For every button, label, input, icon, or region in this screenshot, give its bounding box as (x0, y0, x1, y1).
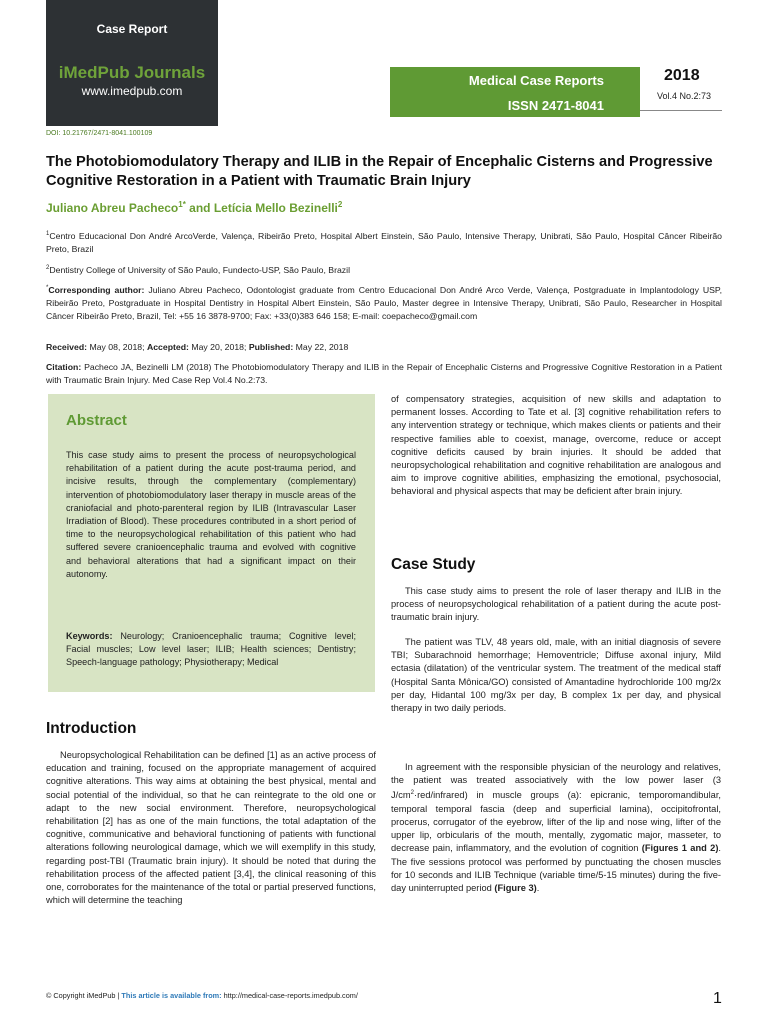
affiliation-text: Dentistry College of University of São Paulo, Fundecto-USP, São Paulo, Brazil (49, 264, 351, 275)
figure-reference[interactable]: (Figure 3) (494, 882, 537, 893)
paragraph-text: ·red/infrared) in muscle groups (a): epicranic, temporomandibular, temporal temporal fascia (deep and superficial lamina), occipitofrontal, procerus, corrugator of the eyebrow, lifter of the lip and nose wing, lifter of the upper lip, orbicularis of the mouth, mentally, zygomatic major, masseter, to decrease pain, inflammatory, and the evolution of cognition (391, 790, 721, 854)
superscript: 2 (410, 790, 414, 797)
footer-url[interactable]: http://medical-case-reports.imedpub.com/ (221, 991, 358, 1000)
introduction-heading: Introduction (46, 720, 137, 737)
journal-name: iMedPub Journals (58, 63, 206, 82)
affiliation-text: Centro Educacional Don André ArcoVerde, Valença, Ribeirão Preto, Hospital Albert Einstein, São Paulo, Intensive Therapy, Unibrati, São Paulo, Hospital Câncer Ribeirão Preto, Brazil (46, 230, 722, 254)
article-title: The Photobiomodulatory Therapy and ILIB in the Repair of Encephalic Cisterns and Progressive Cognitive Restoration in a Patient with Traumatic Brain Injury (46, 154, 713, 189)
introduction-paragraph: Neuropsychological Rehabilitation can be defined [1] as an active process of education and training, focused on the appropriate management of acquired cognitive alterations. This way aims at obtaining the best physical, mental and social potential of the individual, so that he can reintegrate to the old one or adapt to the new social environment. Therefore, neuropsychological rehabilitation [2] has as one of the main functions, the total adaptation of the cognitive, communicative and behavioral functioning of patients with functional alterations following neurological damage, which we will exemplify in this study, regarding post-TBI (Traumatic brain injury). It should be noted that during the rehabilitation process of the affected patient [3,4], the clinical reasoning of this one, corroborates for the maintenance of the total or partial preserved functions, which will determine the teaching (46, 750, 376, 906)
author-affiliation-mark: 1* (178, 200, 186, 209)
received-label: Received: (46, 342, 88, 352)
paragraph-text: In agreement with the responsible physician of the neurology and relatives, the patient was treated associatively with the low power laser (3 J/cm (391, 762, 721, 801)
abstract-box (48, 394, 375, 692)
accepted-date: May 20, 2018; (188, 342, 249, 352)
doi-link[interactable]: DOI: 10.21767/2471-8041.100109 (46, 130, 153, 137)
corresponding-author (46, 282, 722, 323)
paragraph-text: . The five sessions protocol was performed by punctuating the chosen muscles for 10 seconds and ILIB Technique (variable time/5-15 minutes) during the five-day uninterrupted period (391, 843, 722, 893)
citation-text: Pacheco JA, Bezinelli LM (2018) The Photobiomodulatory Therapy and ILIB in the Repair of Encephalic Cisterns and Progressive Cognitive Restoration in a Patient with Traumatic Brain Injury. Med Case Rep Vol.4 No.2:73. (46, 362, 722, 385)
published-date: May 22, 2018 (293, 342, 349, 352)
corresponding-mark: * (46, 285, 49, 291)
paragraph-text: . (536, 882, 540, 893)
affiliation-mark: 1 (46, 231, 50, 237)
journal-title: Medical Case Reports (468, 73, 604, 88)
figure-reference[interactable]: (Figures 1 and 2) (641, 843, 719, 854)
citation-label: Citation: (46, 362, 82, 372)
keywords-text: Neurology; Cranioencephalic trauma; Cognitive level; Facial muscles; Low level laser; ILIB; Health sciences; Dentistry; Speech-language pathology; Physiotherapy; Medical (66, 631, 356, 668)
continued-paragraph: of compensatory strategies, acquisition of new skills and adaptation to permanent losses. According to Tate et al. [3] cognitive rehabilitation refers to any intervention strategy or technique, which makes clients or patients and their respective families able to coexist, manage, overcome, reduce or accept cognitive deficits caused by brain injuries. It should be added that neuropsychological rehabilitation and cognitive rehabilitation are analogous and aim to improve cognitive abilities, emphasizing the emotional, psychosocial, behavioral and physical aspects that may be deficient after brain injury. (391, 394, 721, 497)
citation (46, 361, 722, 387)
affiliation-2 (46, 262, 722, 277)
footer-copyright: © Copyright iMedPub | (46, 991, 122, 1000)
publication-year: 2018 (664, 67, 700, 84)
corresponding-text: Juliano Abreu Pacheco, Odontologist graduate from Centro Educacional Don André Arco Verde, Valença, Postgraduate in Implantodology USP, Ribeirão Preto, Postgraduate in Hospital Dentistry in Hospital Albert Einstein, São Paulo, Master degree in Intensive Therapy, Unibrati, São Paulo, Researcher in Hospital Câncer Ribeirão Preto, Brazil, Tel: +55 16 3878-9700; Fax: +33(0)383 646 158; E-mail: coepacheco@gmail.com (46, 284, 722, 321)
received-date: May 08, 2018; (87, 342, 147, 352)
footer-available-label: This article is available from: (121, 991, 222, 1000)
published-label: Published: (248, 342, 294, 352)
abstract-text: This case study aims to present the process of neuropsychological rehabilitation of a patient during the acute post-trauma period, and incisive results, through the complementary (complementary) intervention of photobiomodulatory laser therapy in muscle areas of the craniofacial and photo-parenteral region by ILIB (Intravascular Laser Irradiation of Blood). These procedures contributed in a short period of time to the neuropsychological rehabilitation of this patient who had suffered severe cranioencephalic trauma and evolved with cognitive and behavioral alterations that had a significant impact on their autonomy. (66, 450, 356, 579)
corresponding-label: Corresponding author: (48, 284, 145, 295)
case-study-heading: Case Study (391, 556, 476, 573)
journal-title-band (390, 67, 640, 117)
journal-issn: ISSN 2471-8041 (507, 98, 604, 113)
author-affiliation-mark: 2 (337, 200, 343, 209)
case-report-label: Case Report (96, 22, 168, 36)
case-study-paragraph-3 (391, 761, 721, 895)
page-number: 1 (713, 990, 722, 1007)
dates-line (46, 341, 722, 354)
affiliation-mark: 2 (46, 265, 50, 271)
author-name: Letícia Mello Bezinelli (213, 201, 338, 215)
footer (46, 991, 358, 1000)
case-study-paragraph-1: This case study aims to present the role of laser therapy and ILIB in the process of neuropsychological rehabilitation of a patient during the acute post-traumatic brain injury. (391, 586, 721, 623)
accepted-label: Accepted: (146, 342, 189, 352)
keywords (66, 630, 356, 670)
journal-branding-block (46, 0, 218, 126)
author-name: Juliano Abreu Pacheco (46, 201, 179, 215)
header-divider (640, 110, 722, 111)
affiliation-1 (46, 228, 722, 256)
keywords-label: Keywords: (66, 631, 113, 641)
author-conjunction: and (185, 201, 214, 215)
journal-url[interactable]: www.imedpub.com (81, 84, 183, 98)
volume-issue: Vol.4 No.2:73 (657, 91, 712, 101)
abstract-heading: Abstract (66, 412, 127, 429)
case-study-paragraph-2: The patient was TLV, 48 years old, male, with an initial diagnosis of severe TBI; Subarachnoid hemorrhage; Hemoventricle; Diffuse axonal injury, Mild ectasia (dilatation) of the ventricular system. The treatment of the medical staff (Hospital Santa Mônica/GO) consisted of Amantadine hydrochloride 100 mg/2x per day, Hidantal 100 mg/3x per day, B complex 1x per day, and physical therapy in two daily periods. (391, 637, 721, 714)
author-list (46, 200, 342, 215)
